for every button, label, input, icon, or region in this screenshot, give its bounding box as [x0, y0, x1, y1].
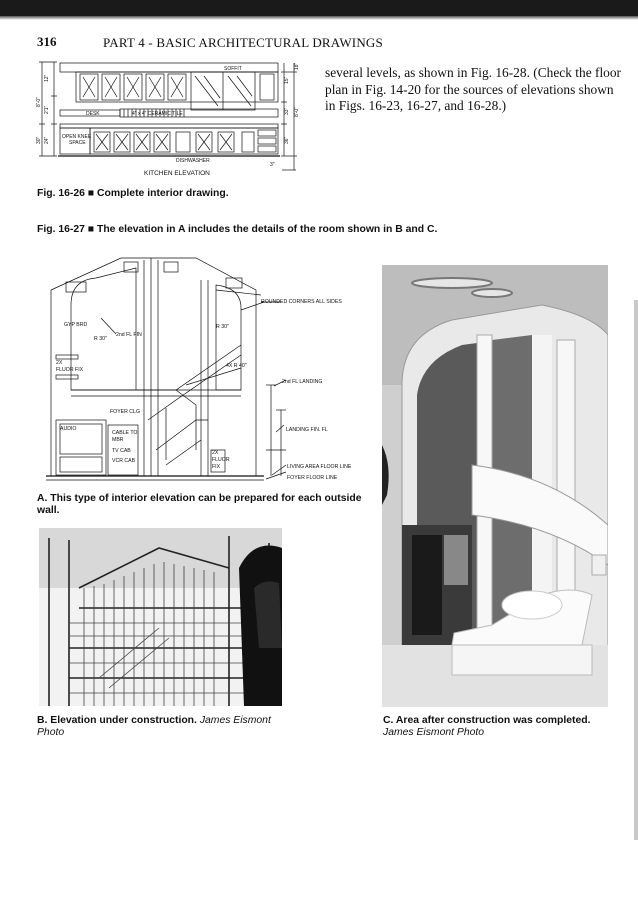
drawing-title-kitchen-elevation: KITCHEN ELEVATION — [144, 170, 210, 177]
dim-8-0-left: 8'-0" — [36, 97, 42, 107]
label-ceramic-tile: 4" x 4" CERAMIC TILE — [132, 111, 183, 117]
label-dishwasher: DISHWASHER — [176, 158, 210, 164]
label-vcr-cab: VCR CAB — [112, 458, 136, 464]
page-number: 316 — [37, 34, 57, 49]
dim-12: 12" — [44, 74, 50, 82]
label-landing-fin-fl: LANDING FIN. FL — [286, 427, 328, 433]
fig-16-27-caption: Fig. 16-27 ■ The elevation in A includes the details of the room shown in B and C. — [37, 224, 438, 235]
body-paragraph: several levels, as shown in Fig. 16-28. (Check the floor plan in Fig. 14-20 for the sources of elevations shown in Figs. 16-23, 16-27, and 16-28.) — [325, 65, 622, 114]
label-living-area-floor: LIVING AREA FLOOR LINE — [287, 464, 352, 470]
label-soffit: SOFFIT — [224, 66, 242, 72]
label-fluor-fix: FLUOR FIX — [56, 367, 84, 373]
fig-16-27c-caption — [383, 715, 623, 739]
fig-16-27b-credit: James Eismont Photo — [37, 715, 271, 738]
label-2nd-fl-landing: 2nd FL LANDING — [282, 379, 323, 385]
label-foyer-floor: FOYER FLOOR LINE — [287, 475, 338, 481]
dim-24: 24" — [44, 136, 50, 144]
dim-18: 18" — [294, 62, 300, 70]
label-audio: AUDIO — [60, 426, 77, 432]
fig-16-27b-caption — [37, 715, 287, 739]
dim-33: 33" — [284, 107, 290, 115]
page-edge-shadow — [634, 300, 638, 840]
label-open-knee: OPEN KNEE — [62, 134, 92, 140]
dim-3: 3" — [270, 162, 275, 168]
construction-photo — [39, 528, 282, 706]
label-desk: DESK — [86, 111, 100, 117]
label-fix-lower: FIX — [212, 464, 221, 470]
label-r30-right: R 30" — [216, 324, 229, 330]
label-4x-r40: 4X R 40" — [226, 363, 247, 369]
dim-2-1: 2'1" — [44, 105, 50, 114]
kitchen-elevation-drawing — [36, 60, 306, 185]
label-tv-cab: TV CAB — [112, 448, 131, 454]
dim-30: 30" — [36, 136, 42, 144]
label-cable-to: CABLE TO — [112, 430, 138, 436]
label-r30-left: R 30" — [94, 336, 107, 342]
fig-16-27c-credit: James Eismont Photo — [383, 727, 485, 738]
page-top-band — [0, 0, 638, 16]
dim-15: 15" — [284, 76, 290, 84]
label-2x-fluor-lower: 2X — [212, 450, 219, 456]
completed-area-photo — [382, 265, 608, 707]
label-fluor-lower: FLUOR — [212, 457, 230, 463]
label-space: SPACE — [69, 140, 86, 146]
running-header: PART 4 - BASIC ARCHITECTURAL DRAWINGS — [103, 35, 383, 50]
fig-16-27a-caption: A. This type of interior elevation can be prepared for each outside wall. — [37, 493, 362, 516]
fig-16-27c-caption-title: C. Area after construction was completed. — [383, 715, 591, 726]
label-foyer-clg: FOYER CLG — [110, 409, 140, 415]
label-2nd-fl-fin: 2nd FL FIN — [116, 332, 142, 338]
page-top-band-fade — [0, 16, 638, 20]
dim-8-0-right: 8'-0" — [294, 107, 300, 117]
label-rounded-corners: ROUNDED CORNERS ALL SIDES — [261, 299, 342, 305]
fig-16-26-caption: Fig. 16-26 ■ Complete interior drawing. — [37, 188, 229, 199]
label-mbr: MBR — [112, 437, 124, 443]
fig-16-27b-caption-title: B. Elevation under construction. — [37, 715, 197, 726]
label-gyp-brd: GYP BRD — [64, 322, 88, 328]
interior-elevation-drawing — [36, 250, 381, 485]
dim-36: 36" — [284, 136, 290, 144]
label-2x-fluor: 2X — [56, 360, 63, 366]
